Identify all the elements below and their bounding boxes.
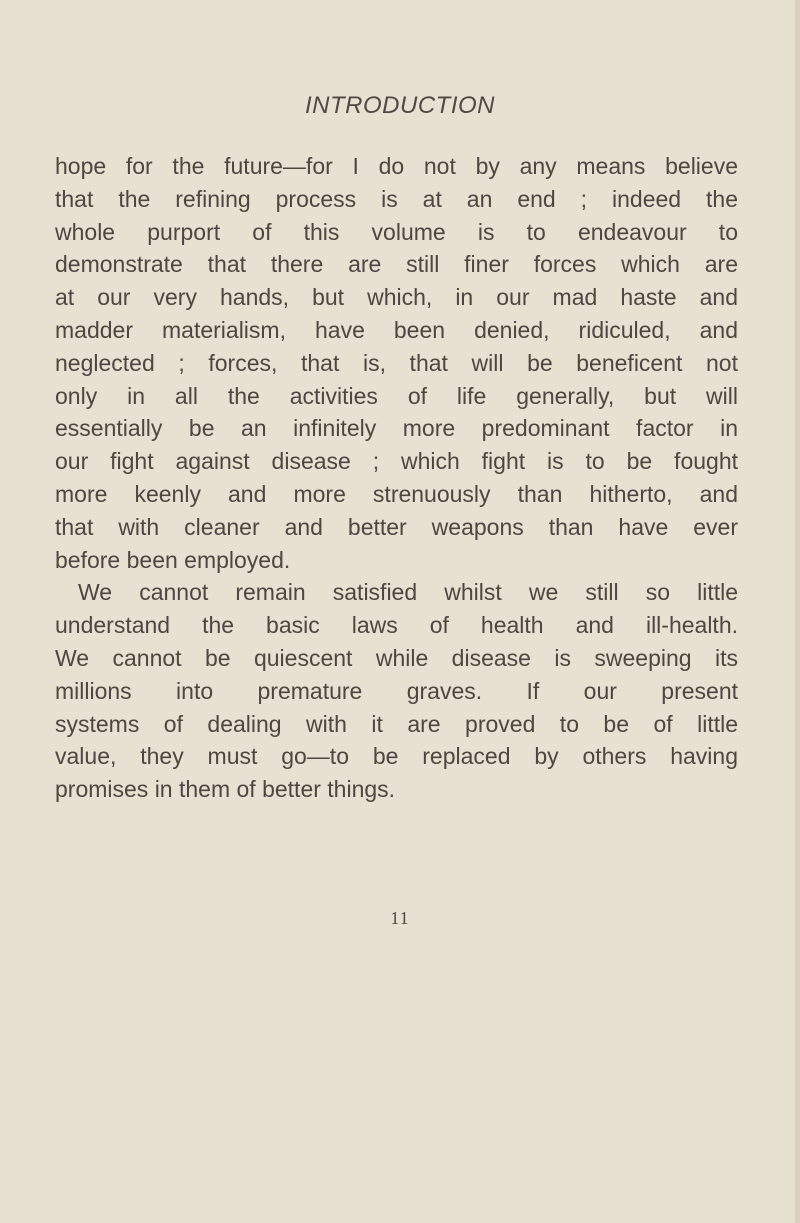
text-line: that the refining process is at an end ; indeed the: [55, 185, 738, 212]
text-line: that with cleaner and better weapons than have ever: [55, 513, 738, 540]
text-line: essentially be an infinitely more predominant factor in: [55, 415, 738, 442]
text-line: our fight against disease ; which fight is to be fought: [55, 448, 738, 475]
text-line: whole purport of this volume is to endeavour to: [55, 218, 738, 245]
text-line: neglected ; forces, that is, that will be beneficent not: [55, 349, 738, 376]
text-line: value, they must go—to be replaced by others having: [55, 743, 738, 770]
text-line: systems of dealing with it are proved to be of little: [55, 710, 738, 737]
page-edge: [795, 0, 800, 1223]
text-line: before been employed.: [55, 546, 291, 573]
text-line: understand the basic laws of health and ill-health.: [55, 612, 738, 639]
text-line: only in all the activities of life generally, but will: [55, 382, 738, 409]
text-line: promises in them of better things.: [55, 776, 396, 803]
text-line: madder materialism, have been denied, ridiculed, and: [55, 316, 738, 343]
text-line: We cannot remain satisfied whilst we still so little: [78, 579, 738, 606]
text-line: demonstrate that there are still finer forces which are: [55, 251, 738, 278]
text-line: at our very hands, but which, in our mad haste and: [55, 284, 738, 311]
text-line: hope for the future—for I do not by any means believe: [55, 153, 738, 179]
body-text: [55, 150, 738, 806]
text-line: more keenly and more strenuously than hitherto, and: [55, 480, 738, 507]
text-line: We cannot be quiescent while disease is sweeping its: [55, 644, 738, 671]
page-number: 11: [390, 908, 410, 928]
text-line: millions into premature graves. If our present: [55, 677, 738, 704]
running-header: INTRODUCTION: [305, 92, 495, 119]
